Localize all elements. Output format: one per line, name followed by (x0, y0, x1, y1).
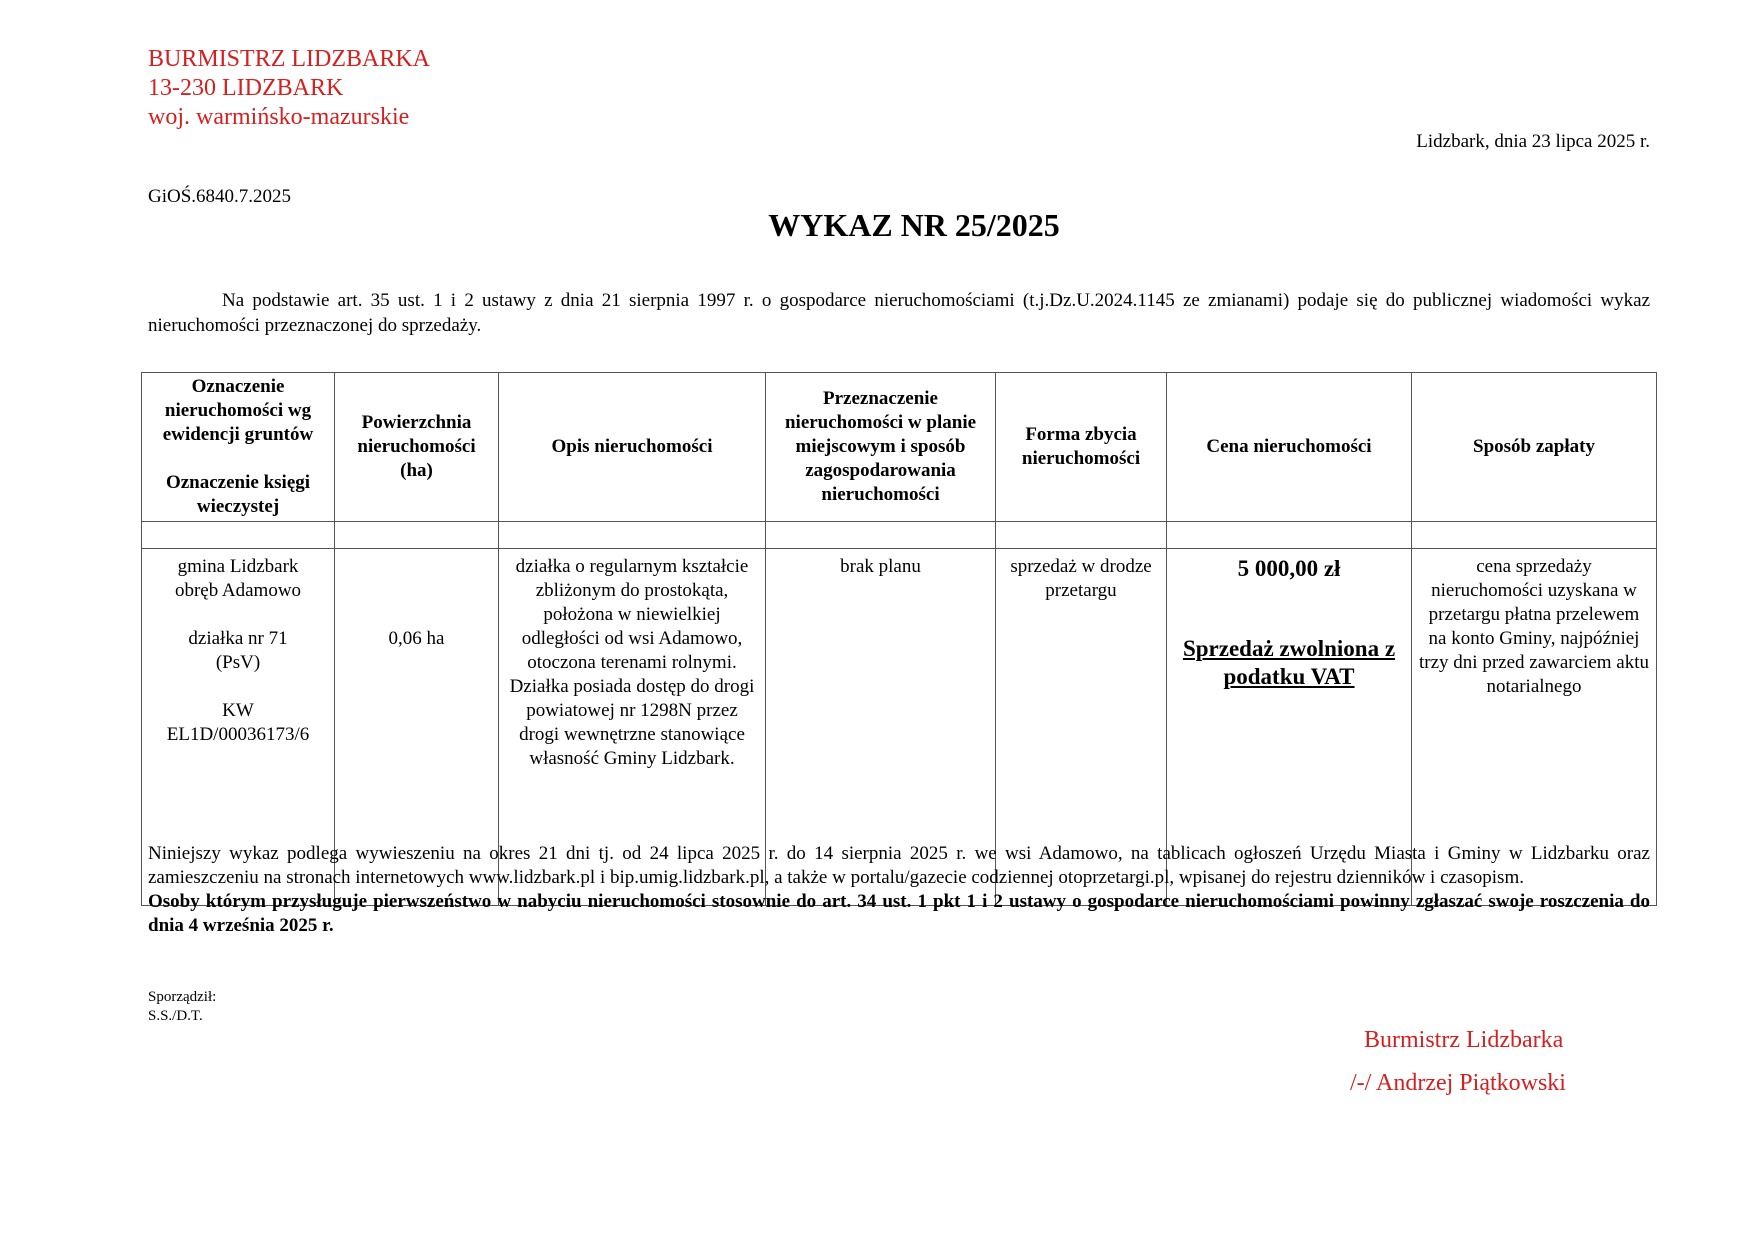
prepared-initials: S.S./D.T. (148, 1008, 203, 1024)
intro-paragraph: Na podstawie art. 35 ust. 1 i 2 ustawy z dnia 21 sierpnia 1997 r. o gospodarce nieruchomościami (t.j.Dz.U.2024.1145 ze zmianami) podaje się do publicznej wiadomości wykaz nieruchomości przeznaczonej do sprzedaży. (148, 290, 1650, 336)
table-header-row (142, 373, 1657, 522)
office-name: BURMISTRZ LIDZBARKA (148, 46, 431, 72)
header-purpose: Przeznaczenie nieruchomości w planie miejscowym i sposób zagospodarowania nieruchomości (766, 373, 996, 522)
cell-description: działka o regularnym kształcie zbliżonym do prostokąta, położona w niewielkiej odległości od wsi Adamowo, otoczona terenami rolnymi. Działka posiada dostęp do drogi powiatowej nr 1298N przez drogi wewnętrzne stanowiące własność Gminy Lidzbark. (499, 549, 766, 906)
posting-note-text: Niniejszy wykaz podlega wywieszeniu na okres 21 dni tj. od 24 lipca 2025 r. do 14 sierpnia 2025 r. we wsi Adamowo, na tablicach ogłoszeń Urzędu Miasta i Gminy w Lidzbarku oraz zamieszczeniu na stronach internetowych www.lidzbark.pl i bip.umig.lidzbark.pl, a także w portalu/gazecie codziennej otoprzetargi.pl, wpisanej do rejestru dzienników i czasopism. (148, 843, 1650, 888)
header-price: Cena nieruchomości (1167, 373, 1412, 522)
office-address: 13-230 LIDZBARK (148, 75, 344, 101)
document-title: WYKAZ NR 25/2025 (768, 207, 1060, 243)
kw-label: KW (222, 700, 254, 721)
document-date: Lidzbark, dnia 23 lipca 2025 r. (1416, 131, 1650, 152)
header-payment: Sposób zapłaty (1412, 373, 1657, 522)
table-spacer-row (142, 522, 1657, 549)
priority-note: Osoby którym przysługuje pierwszeństwo w nabyciu nieruchomości stosownie do art. 34 ust. 1 pkt 1 i 2 ustawy o gospodarce nieruchomościami powinny zgłaszać swoje roszczenia do dnia 4 września 2025 r. (148, 891, 1650, 936)
reference-number: GiOŚ.6840.7.2025 (148, 186, 292, 207)
signature-title: Burmistrz Lidzbarka (1364, 1027, 1564, 1053)
signature-name: /-/ Andrzej Piątkowski (1350, 1070, 1566, 1096)
office-region: woj. warmińsko-mazurskie (148, 104, 410, 130)
prepared-label: Sporządził: (148, 989, 217, 1005)
parcel-number: działka nr 71 (188, 628, 288, 649)
cell-payment: cena sprzedaży nieruchomości uzyskana w przetargu płatna przelewem na konto Gminy, najpóźniej trzy dni przed zawarciem aktu notarialnego (1412, 549, 1657, 906)
gmina-text: gmina Lidzbark (177, 556, 299, 577)
parcel-class: (PsV) (215, 652, 261, 673)
kw-number: EL1D/00036173/6 (166, 724, 310, 745)
header-description: Opis nieruchomości (499, 373, 766, 522)
cell-area: 0,06 ha (335, 549, 499, 906)
price-value: 5 000,00 zł (1237, 556, 1341, 581)
prepared-by (148, 988, 216, 1026)
obreb-text: obręb Adamowo (174, 580, 302, 601)
header-area: Powierzchnia nieruchomości (ha) (335, 373, 499, 522)
header-parcel-designation (142, 373, 335, 522)
vat-exemption: Sprzedaż zwolniona z podatku VAT (1182, 636, 1396, 689)
header-sale-form: Forma zbycia nieruchomości (996, 373, 1167, 522)
header-land-registry: Oznaczenie księgi wieczystej (165, 472, 311, 517)
cell-plan: brak planu (766, 549, 996, 906)
posting-note (148, 842, 1650, 938)
property-table (141, 372, 1657, 906)
header-parcel-register: Oznaczenie nieruchomości wg ewidencji gruntów (162, 376, 314, 445)
cell-sale-form: sprzedaż w drodze przetargu (996, 549, 1167, 906)
